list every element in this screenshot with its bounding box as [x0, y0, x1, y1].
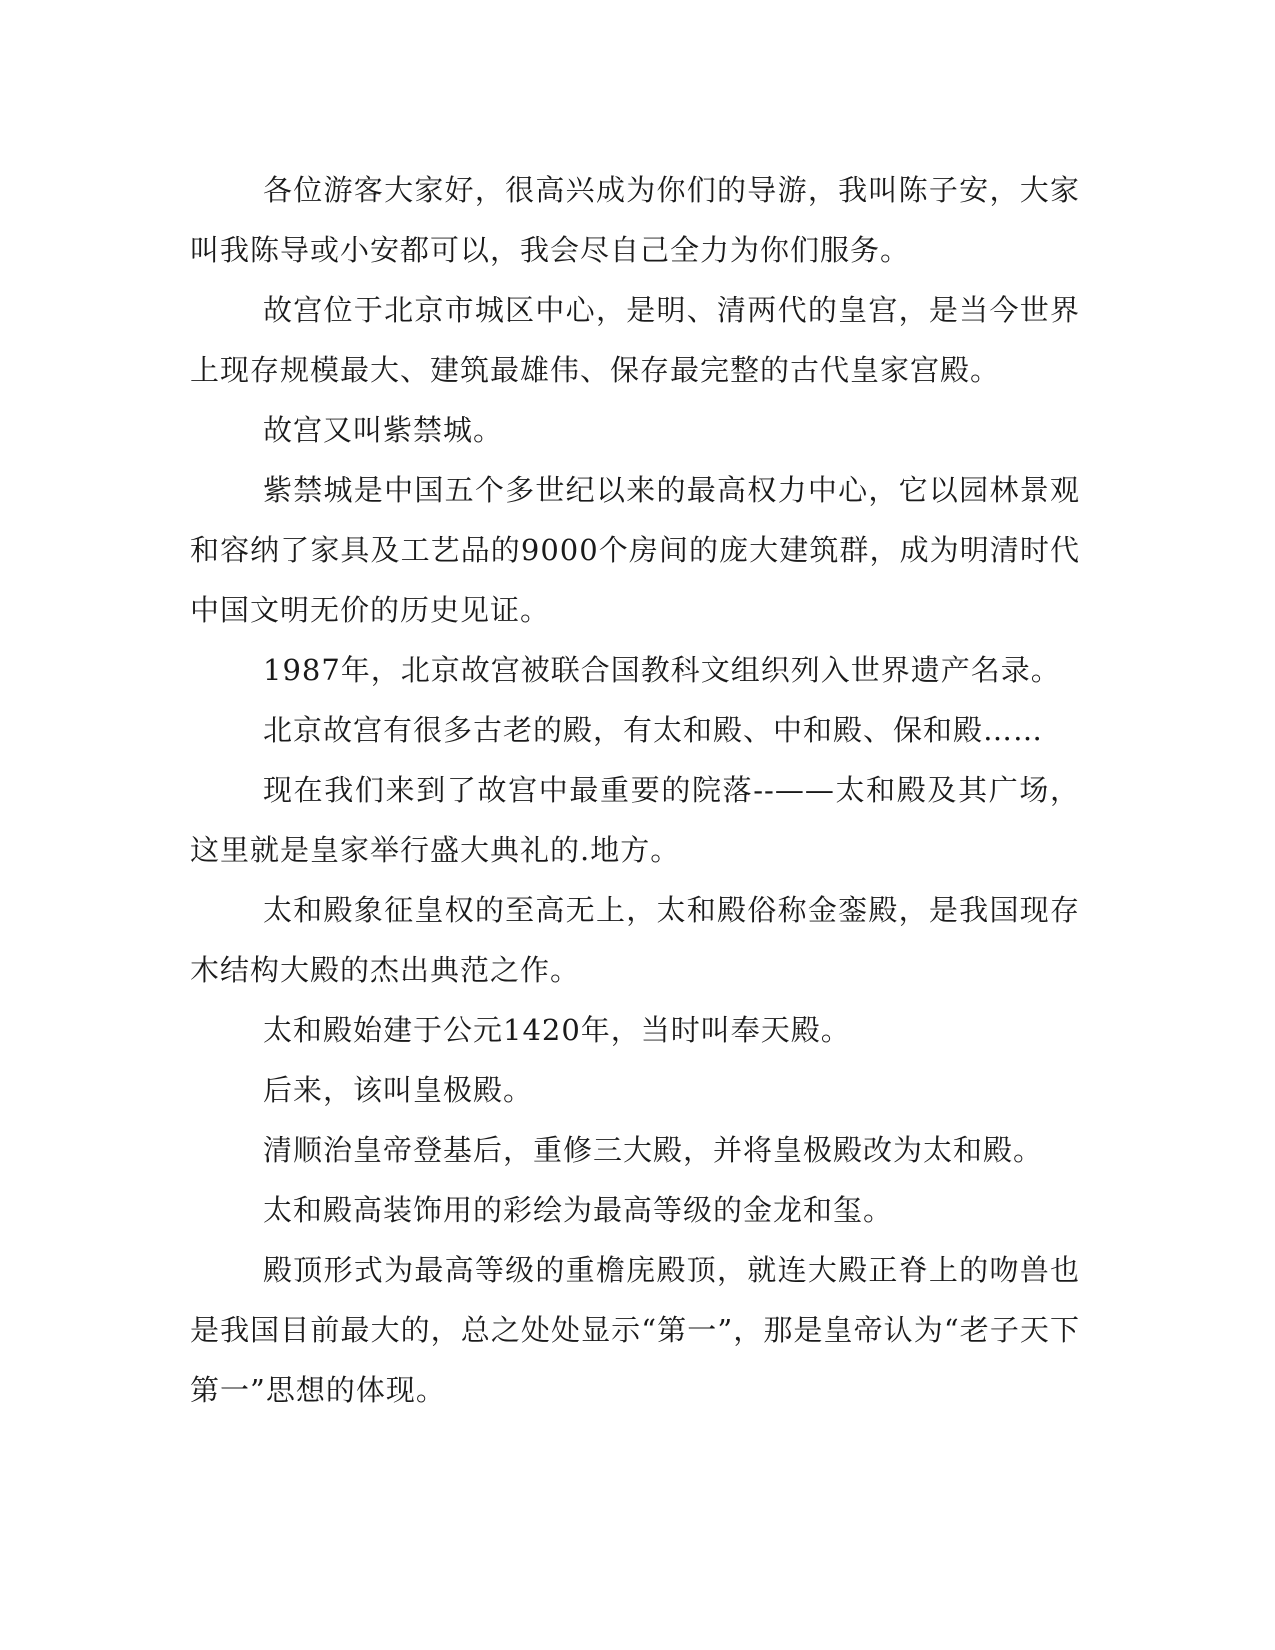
paragraph-world-heritage: 1987年，北京故宫被联合国教科文组织列入世界遗产名录。 [263, 653, 1061, 687]
paragraph-courtyard: 现在我们来到了故宫中最重要的院落--——太和殿及其广场，这里就是皇家举行盛大典礼的.地方。 [190, 773, 1080, 867]
document-body [190, 160, 1080, 1420]
paragraph-forbidden-city: 故宫又叫紫禁城。 [263, 413, 504, 447]
paragraph-decoration: 太和殿高装饰用的彩绘为最高等级的金龙和玺。 [263, 1193, 894, 1227]
paragraph-shunzhi: 清顺治皇帝登基后，重修三大殿，并将皇极殿改为太和殿。 [263, 1133, 1044, 1167]
paragraph-roof: 殿顶形式为最高等级的重檐庑殿顶，就连大殿正脊上的吻兽也是我国目前最大的，总之处处显示“第一”，那是皇帝认为“老子天下第一”思想的体现。 [190, 1253, 1080, 1407]
paragraph-renamed: 后来，该叫皇极殿。 [263, 1073, 534, 1107]
paragraph-location: 故宫位于北京市城区中心，是明、清两代的皇宫，是当今世界上现存规模最大、建筑最雄伟、保存最完整的古代皇家宫殿。 [190, 293, 1080, 387]
paragraph-halls: 北京故宫有很多古老的殿，有太和殿、中和殿、保和殿…… [263, 713, 1044, 747]
paragraph-greeting: 各位游客大家好，很高兴成为你们的导游，我叫陈子安，大家叫我陈导或小安都可以，我会尽自己全力为你们服务。 [190, 173, 1080, 267]
paragraph-power-center: 紫禁城是中国五个多世纪以来的最高权力中心，它以园林景观和容纳了家具及工艺品的9000个房间的庞大建筑群，成为明清时代中国文明无价的历史见证。 [190, 473, 1080, 627]
paragraph-taihe-symbol: 太和殿象征皇权的至高无上，太和殿俗称金銮殿，是我国现存木结构大殿的杰出典范之作。 [190, 893, 1080, 987]
paragraph-founding: 太和殿始建于公元1420年，当时叫奉天殿。 [263, 1013, 851, 1047]
